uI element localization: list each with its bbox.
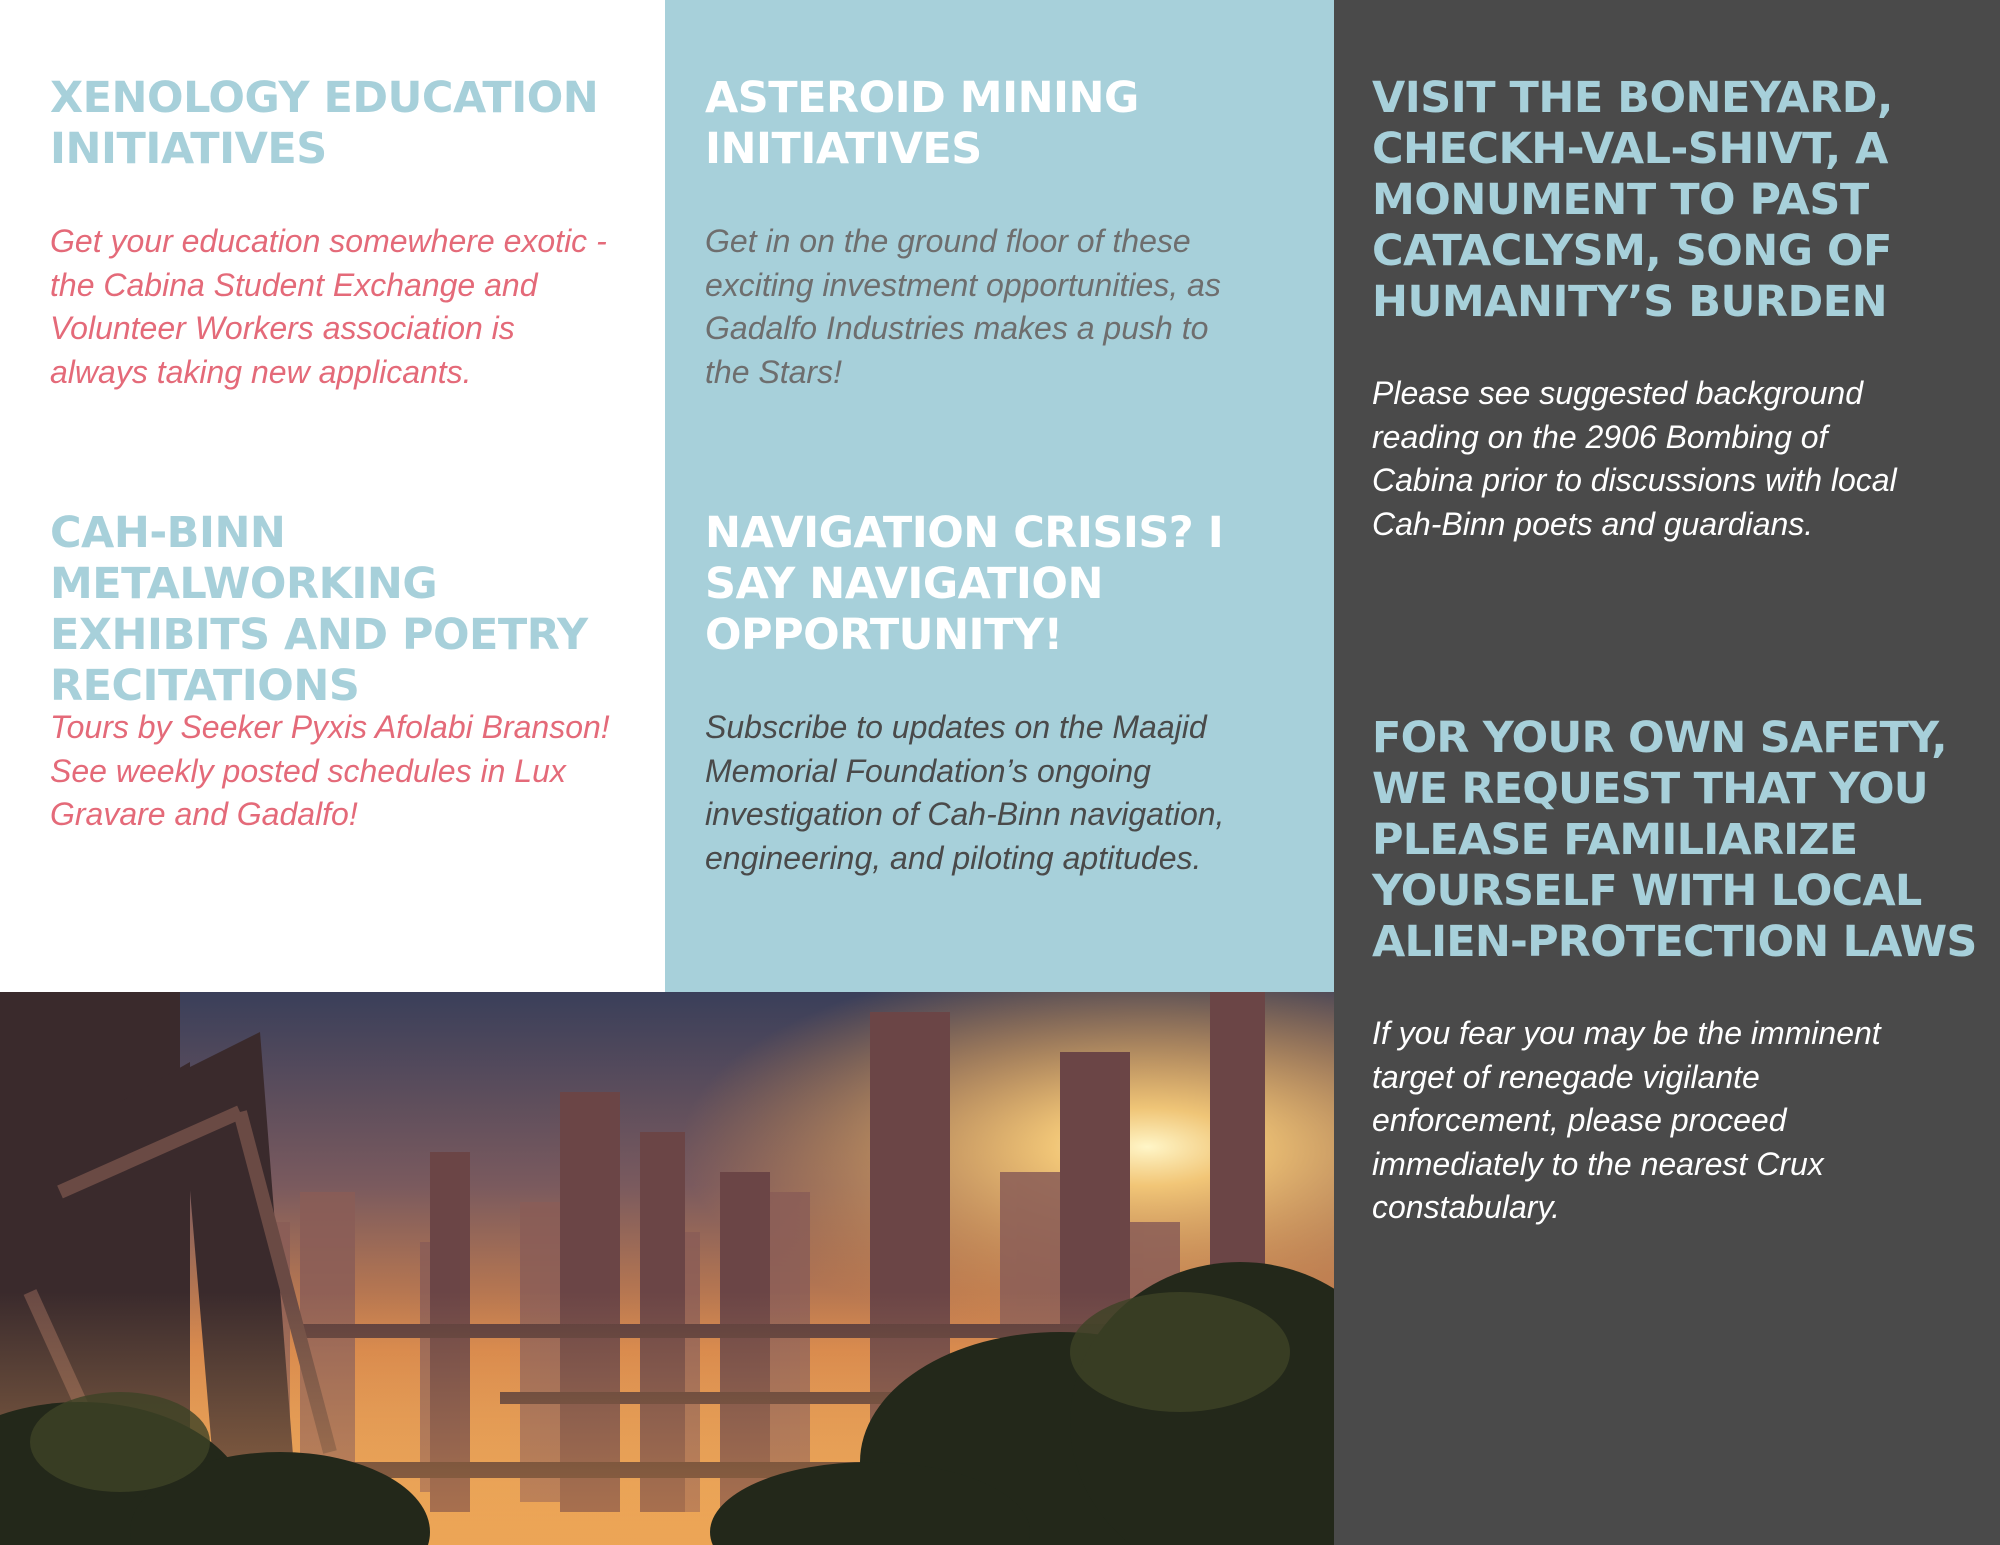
asteroid-heading: ASTEROID MINING INITIATIVES xyxy=(705,73,1139,174)
boneyard-body: Please see suggested background reading on the 2906 Bombing of Cabina prior to discussions with local Cah-Binn poets and guardians. xyxy=(1372,375,1897,542)
cahbinn-body: Tours by Seeker Pyxis Afolabi Branson! See weekly posted schedules in Lux Gravare and Gadalfo! xyxy=(50,709,610,832)
safety-heading: FOR YOUR OWN SAFETY, WE REQUEST THAT YOU PLEASE FAMILIARIZE YOURSELF WITH LOCAL ALIEN-PROTECTION LAWS xyxy=(1372,713,1977,967)
safety-body: If you fear you may be the imminent target of renegade vigilante enforcement, please proceed immediately to the nearest Crux constabulary. xyxy=(1372,1015,1881,1225)
xenology-heading: XENOLOGY EDUCATION INITIATIVES xyxy=(50,73,599,174)
boneyard-heading: VISIT THE BONEYARD, CHECKH-VAL-SHIVT, A MONUMENT TO PAST CATACLYSM, SONG OF HUMANITY’S BURDEN xyxy=(1372,73,1893,327)
asteroid-body: Get in on the ground floor of these exciting investment opportunities, as Gadalfo Industries makes a push to the Stars! xyxy=(705,223,1221,390)
cityscape-image xyxy=(0,992,1334,1545)
navigation-body: Subscribe to updates on the Maajid Memorial Foundation’s ongoing investigation of Cah-Binn navigation, engineering, and piloting aptitudes. xyxy=(705,709,1225,876)
cahbinn-heading: CAH-BINN METALWORKING EXHIBITS AND POETRY RECITATIONS xyxy=(50,508,588,711)
xenology-body: Get your education somewhere exotic - the Cabina Student Exchange and Volunteer Workers association is always taking new applicants. xyxy=(50,223,607,390)
navigation-heading: NAVIGATION CRISIS? I SAY NAVIGATION OPPORTUNITY! xyxy=(705,508,1224,660)
